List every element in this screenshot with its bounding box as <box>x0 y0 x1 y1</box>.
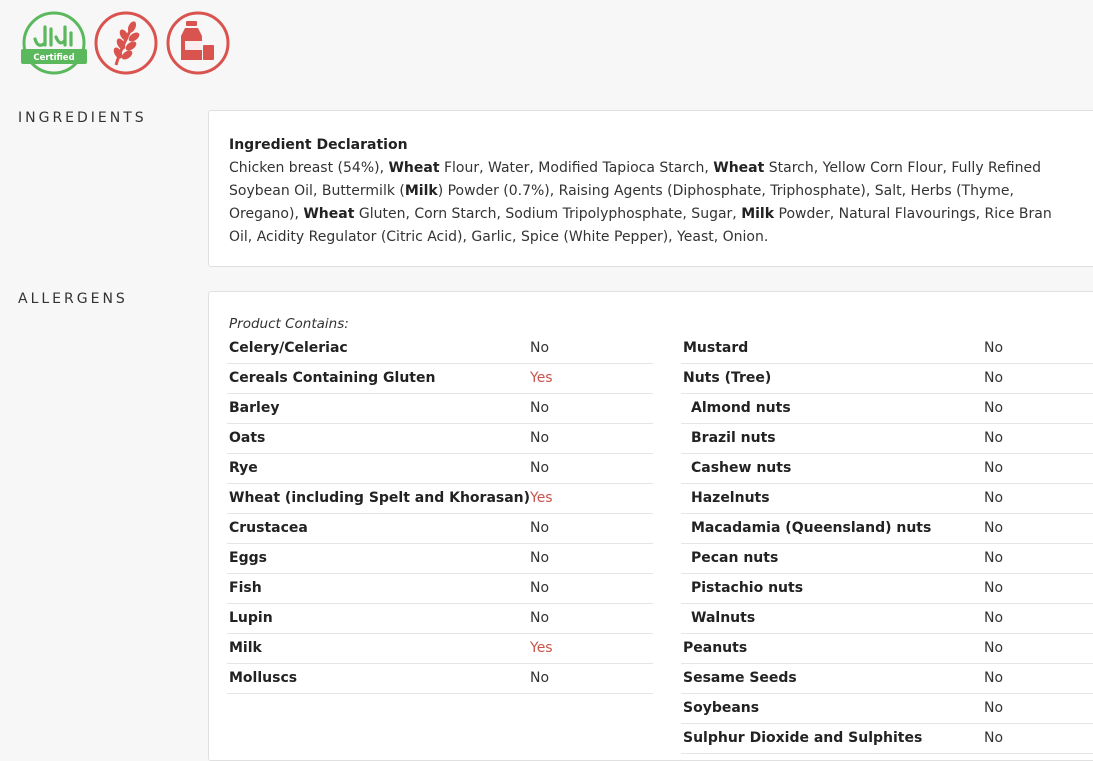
allergen-value: No <box>984 370 1004 386</box>
ingredient-text-segment: Chicken breast (54%), <box>229 160 389 176</box>
allergen-name: Hazelnuts <box>691 490 770 506</box>
allergen-row <box>681 544 1093 574</box>
allergens-panel <box>208 291 1093 761</box>
allergen-name: Rye <box>229 460 258 476</box>
allergen-value: No <box>530 610 550 626</box>
allergen-row <box>681 394 1093 424</box>
allergen-name: Lupin <box>229 610 273 626</box>
allergen-name: Soybeans <box>683 700 760 716</box>
allergen-row <box>227 574 653 604</box>
allergen-value: No <box>530 520 550 536</box>
allergen-name: Brazil nuts <box>691 430 776 446</box>
allergen-name: Oats <box>229 430 266 446</box>
allergen-row <box>227 424 653 454</box>
allergen-value: No <box>984 730 1004 746</box>
ingredient-text-segment: ) Powder (0.7%), Raising Agents (Diphosphate, Triphosphate), Salt, Herbs (Thyme, Oregano), <box>229 183 1014 222</box>
allergen-value: No <box>984 670 1004 686</box>
allergen-value: No <box>984 430 1004 446</box>
ingredient-allergen-highlight: Milk <box>741 206 775 222</box>
allergen-name: Nuts (Tree) <box>683 370 772 386</box>
allergen-value: Yes <box>530 640 553 656</box>
allergen-row <box>227 514 653 544</box>
allergen-value: No <box>984 700 1004 716</box>
ingredient-allergen-highlight: Wheat <box>303 206 355 222</box>
ingredients-section-label: INGREDIENTS <box>18 110 147 126</box>
allergen-value: No <box>530 580 550 596</box>
allergen-row <box>227 604 653 634</box>
allergen-name: Peanuts <box>683 640 748 656</box>
allergen-value: Yes <box>530 370 553 386</box>
allergen-value: No <box>984 460 1004 476</box>
allergen-name: Mustard <box>683 340 749 356</box>
allergen-value: No <box>530 460 550 476</box>
allergen-value: No <box>984 580 1004 596</box>
allergen-row <box>227 664 653 694</box>
allergen-row <box>681 514 1093 544</box>
allergen-name: Pecan nuts <box>691 550 779 566</box>
allergen-row <box>681 604 1093 634</box>
allergen-row <box>227 544 653 574</box>
ingredient-text-segment: Powder, Natural Flavourings, Rice Bran Oil, Acidity Regulator (Citric Acid), Garlic, Spice (White Pepper), Yeast, Onion. <box>229 206 1052 245</box>
ingredient-declaration-text <box>229 157 1078 249</box>
allergen-value: No <box>530 550 550 566</box>
allergen-value: No <box>984 340 1004 356</box>
allergen-value: No <box>984 610 1004 626</box>
halal-certified-icon <box>21 11 87 77</box>
allergen-value: No <box>984 400 1004 416</box>
product-contains-label: Product Contains: <box>229 316 349 332</box>
allergen-row <box>681 484 1093 514</box>
ingredient-text-segment: Flour, Water, Modified Tapioca Starch, <box>439 160 714 176</box>
allergen-row <box>681 364 1093 394</box>
allergen-row <box>681 634 1093 664</box>
allergen-value: No <box>530 670 550 686</box>
allergen-row <box>227 454 653 484</box>
allergen-row <box>681 334 1093 364</box>
allergen-row <box>227 334 653 364</box>
allergen-value: No <box>984 520 1004 536</box>
allergen-row <box>681 664 1093 694</box>
allergen-value: No <box>984 550 1004 566</box>
allergens-left-column <box>227 334 653 694</box>
allergen-row <box>681 694 1093 724</box>
allergen-name: Macadamia (Queensland) nuts <box>691 520 932 536</box>
allergen-value: No <box>530 340 550 356</box>
allergen-name: Wheat (including Spelt and Khorasan) <box>229 490 531 506</box>
allergen-row <box>681 454 1093 484</box>
milk-icon <box>166 11 232 77</box>
allergen-name: Sulphur Dioxide and Sulphites <box>683 730 923 746</box>
ingredient-declaration-title: Ingredient Declaration <box>229 137 408 153</box>
allergen-name: Celery/Celeriac <box>229 340 348 356</box>
allergen-name: Eggs <box>229 550 267 566</box>
allergen-name: Fish <box>229 580 262 596</box>
ingredient-text-segment: Starch, Yellow Corn Flour, Fully Refined Soybean Oil, Buttermilk ( <box>229 160 1041 199</box>
allergen-value: Yes <box>530 490 553 506</box>
ingredient-text-segment: Gluten, Corn Starch, Sodium Tripolyphosphate, Sugar, <box>354 206 742 222</box>
allergen-row <box>227 634 653 664</box>
allergen-row <box>227 394 653 424</box>
allergen-name: Walnuts <box>691 610 756 626</box>
ingredient-allergen-highlight: Milk <box>404 183 438 199</box>
allergen-name: Crustacea <box>229 520 308 536</box>
allergen-name: Pistachio nuts <box>691 580 804 596</box>
allergen-value: No <box>530 430 550 446</box>
halal-caption: Certified <box>33 53 75 63</box>
allergen-value: No <box>984 490 1004 506</box>
allergen-row <box>227 364 653 394</box>
allergens-right-column <box>681 334 1093 754</box>
allergen-name: Cashew nuts <box>691 460 792 476</box>
allergen-name: Molluscs <box>229 670 298 686</box>
allergen-name: Milk <box>229 640 262 656</box>
ingredients-panel <box>208 110 1093 267</box>
allergen-name: Almond nuts <box>691 400 791 416</box>
wheat-icon <box>94 11 160 77</box>
ingredient-allergen-highlight: Wheat <box>713 160 765 176</box>
allergen-name: Sesame Seeds <box>683 670 797 686</box>
allergen-name: Cereals Containing Gluten <box>229 370 436 386</box>
allergen-row <box>681 574 1093 604</box>
allergens-section-label: ALLERGENS <box>18 291 128 307</box>
allergen-value: No <box>530 400 550 416</box>
allergen-value: No <box>984 640 1004 656</box>
allergen-name: Barley <box>229 400 280 416</box>
allergen-row <box>681 424 1093 454</box>
ingredient-allergen-highlight: Wheat <box>388 160 440 176</box>
allergen-row <box>227 484 653 514</box>
